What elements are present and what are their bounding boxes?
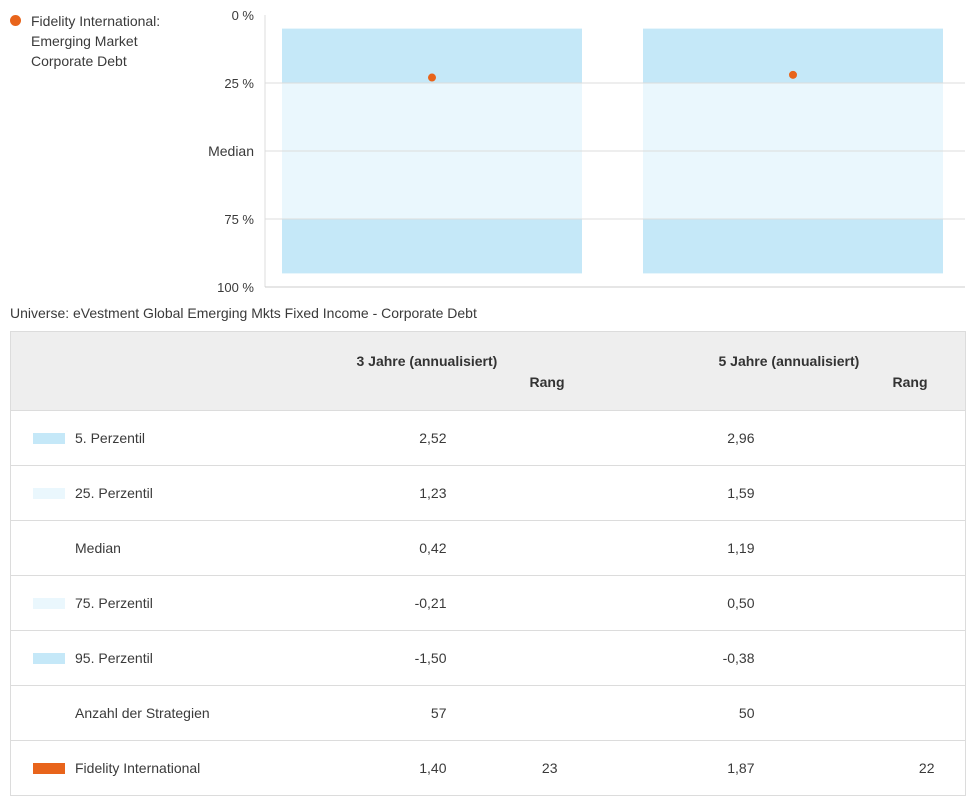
rang-5y-label: Rang bbox=[892, 374, 928, 390]
rank-5y-cell bbox=[811, 686, 966, 741]
table-header-row bbox=[11, 332, 966, 411]
rank-5y-cell bbox=[811, 411, 966, 466]
row-label-cell bbox=[11, 741, 317, 796]
value-3y-cell bbox=[317, 411, 450, 466]
rank-5y-cell bbox=[811, 521, 966, 576]
percentile-band bbox=[282, 219, 582, 273]
period-5y-label: 5 Jahre (annualisiert) bbox=[718, 353, 860, 369]
legend-swatch-icon bbox=[33, 598, 65, 609]
row-label-cell bbox=[11, 631, 317, 686]
rang-3y-label: Rang bbox=[529, 374, 565, 390]
rank-5y-cell bbox=[811, 466, 966, 521]
value-3y: -1,50 bbox=[414, 650, 447, 666]
table-row bbox=[11, 466, 966, 521]
rank-3y-cell bbox=[450, 411, 584, 466]
value-5y: 1,87 bbox=[727, 760, 755, 776]
percentile-chart bbox=[0, 0, 975, 300]
rank-3y-cell bbox=[450, 521, 584, 576]
value-3y-cell bbox=[317, 576, 450, 631]
header-3y bbox=[317, 332, 584, 411]
table-row bbox=[11, 576, 966, 631]
rank-5y: 22 bbox=[918, 760, 935, 776]
value-3y: -0,21 bbox=[414, 595, 447, 611]
rank-5y-cell bbox=[811, 631, 966, 686]
value-3y-cell bbox=[317, 686, 450, 741]
value-3y: 57 bbox=[430, 705, 447, 721]
row-label: Median bbox=[75, 540, 121, 556]
percentile-table bbox=[10, 331, 966, 796]
value-3y-cell bbox=[317, 741, 450, 796]
legend-swatch-icon bbox=[33, 653, 65, 664]
fund-marker-point bbox=[428, 74, 436, 82]
value-3y: 1,23 bbox=[419, 485, 447, 501]
period-3y-label: 3 Jahre (annualisiert) bbox=[356, 353, 498, 369]
y-tick-label: Median bbox=[208, 143, 254, 159]
row-label-cell bbox=[11, 686, 317, 741]
table-row bbox=[11, 521, 966, 576]
value-5y-cell bbox=[584, 411, 811, 466]
value-5y-cell bbox=[584, 521, 811, 576]
y-tick-label: 0 % bbox=[231, 8, 254, 23]
table-row bbox=[11, 741, 966, 796]
rank-5y-cell bbox=[811, 576, 966, 631]
value-5y: 1,59 bbox=[727, 485, 755, 501]
legend-swatch-icon bbox=[33, 763, 65, 774]
row-label-cell bbox=[11, 466, 317, 521]
y-tick-label: 100 % bbox=[217, 280, 254, 295]
value-3y: 0,42 bbox=[419, 540, 447, 556]
table-row bbox=[11, 411, 966, 466]
table-row bbox=[11, 686, 966, 741]
value-5y-cell bbox=[584, 466, 811, 521]
row-label-cell bbox=[11, 576, 317, 631]
universe-label: Universe: eVestment Global Emerging Mkts Fixed Income - Corporate Debt bbox=[10, 305, 477, 321]
value-3y: 1,40 bbox=[419, 760, 447, 776]
value-5y-cell bbox=[584, 686, 811, 741]
table-row bbox=[11, 631, 966, 686]
value-5y: 0,50 bbox=[727, 595, 755, 611]
value-5y: 1,19 bbox=[727, 540, 755, 556]
value-5y: 50 bbox=[738, 705, 755, 721]
row-label: Anzahl der Strategien bbox=[75, 705, 210, 721]
row-label: 95. Perzentil bbox=[75, 650, 153, 666]
value-3y-cell bbox=[317, 631, 450, 686]
legend-swatch-icon bbox=[33, 488, 65, 499]
y-tick-label: 75 % bbox=[224, 212, 254, 227]
value-5y-cell bbox=[584, 741, 811, 796]
value-5y: -0,38 bbox=[722, 650, 755, 666]
value-3y-cell bbox=[317, 521, 450, 576]
rank-3y-cell bbox=[450, 466, 584, 521]
row-label: Fidelity International bbox=[75, 760, 201, 776]
rank-3y: 23 bbox=[541, 760, 558, 776]
value-3y: 2,52 bbox=[419, 430, 447, 446]
row-label-cell bbox=[11, 521, 317, 576]
rank-3y-cell bbox=[450, 741, 584, 796]
row-label-cell bbox=[11, 411, 317, 466]
fund-marker-point bbox=[789, 71, 797, 79]
row-label: 25. Perzentil bbox=[75, 485, 153, 501]
row-label: 75. Perzentil bbox=[75, 595, 153, 611]
rank-5y-cell bbox=[811, 741, 966, 796]
row-label: 5. Perzentil bbox=[75, 430, 146, 446]
value-3y-cell bbox=[317, 466, 450, 521]
header-empty-cell bbox=[11, 332, 317, 411]
value-5y-cell bbox=[584, 576, 811, 631]
rank-3y-cell bbox=[450, 686, 584, 741]
value-5y: 2,96 bbox=[727, 430, 755, 446]
rank-3y-cell bbox=[450, 631, 584, 686]
percentile-band bbox=[643, 219, 943, 273]
legend-label: Fidelity International: Emerging Market Corporate Debt bbox=[31, 13, 161, 69]
legend-swatch-icon bbox=[33, 433, 65, 444]
value-5y-cell bbox=[584, 631, 811, 686]
header-5y bbox=[584, 332, 966, 411]
rank-3y-cell bbox=[450, 576, 584, 631]
y-tick-label: 25 % bbox=[224, 76, 254, 91]
